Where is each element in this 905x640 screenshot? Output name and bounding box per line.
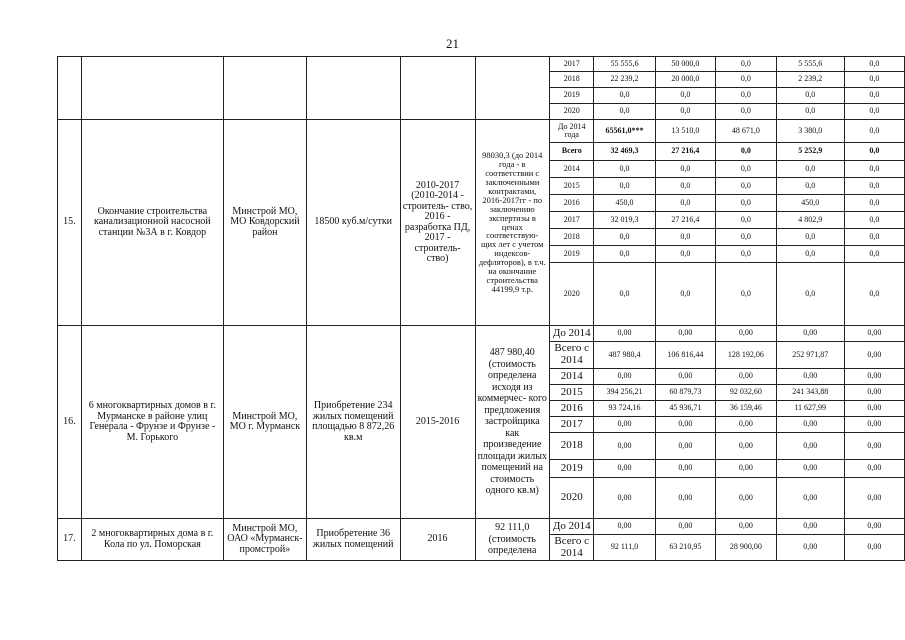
empty-cell [306, 57, 400, 120]
value-cell: 0,00 [655, 369, 716, 385]
value-cell: 0,00 [716, 417, 777, 433]
value-cell: 2 239,2 [776, 72, 844, 88]
value-cell: 0,0 [655, 263, 716, 326]
value-cell: 0,0 [776, 104, 844, 120]
value-cell: 0,0 [716, 178, 777, 195]
value-cell: 0,0 [716, 246, 777, 263]
value-cell: 0,0 [844, 57, 904, 72]
value-cell: 0,0 [716, 57, 777, 72]
value-cell: 93 724,16 [594, 401, 655, 417]
value-cell: 0,0 [594, 263, 655, 326]
value-cell: 28 900,00 [716, 535, 777, 561]
year-cell: 2015 [550, 385, 594, 401]
value-cell: 5 252,9 [776, 143, 844, 161]
value-cell: 5 555,6 [776, 57, 844, 72]
value-cell: 0,00 [655, 460, 716, 478]
value-cell: 0,0 [594, 229, 655, 246]
value-cell: 27 216,4 [655, 212, 716, 229]
value-cell: 0,00 [594, 326, 655, 342]
value-cell: 0,0 [655, 246, 716, 263]
year-cell: Всего с 2014 [550, 535, 594, 561]
value-cell: 0,0 [716, 212, 777, 229]
value-cell: 0,0 [844, 161, 904, 178]
value-cell: 0,0 [844, 178, 904, 195]
year-cell: 2017 [550, 57, 594, 72]
value-cell: 0,00 [655, 326, 716, 342]
customer-cell: Минстрой МО, ОАО «Мурманск- промстрой» [223, 519, 306, 561]
value-cell: 0,0 [776, 178, 844, 195]
table-row [58, 120, 905, 143]
value-cell: 55 555,6 [594, 57, 655, 72]
value-cell: 450,0 [594, 195, 655, 212]
year-cell: 2019 [550, 460, 594, 478]
value-cell: 13 510,0 [655, 120, 716, 143]
year-cell: 2014 [550, 161, 594, 178]
empty-cell [58, 57, 82, 120]
value-cell: 0,00 [594, 417, 655, 433]
value-cell: 48 671,0 [716, 120, 777, 143]
year-cell: 2018 [550, 433, 594, 460]
value-cell: 0,00 [655, 433, 716, 460]
period-cell: 2016 [400, 519, 475, 561]
value-cell: 0,0 [594, 246, 655, 263]
program-table [57, 56, 905, 561]
year-cell: Всего [550, 143, 594, 161]
value-cell: 0,0 [716, 161, 777, 178]
value-cell: 241 343,88 [776, 385, 844, 401]
value-cell: 0,00 [655, 417, 716, 433]
value-cell: 106 816,44 [655, 342, 716, 369]
value-cell: 0,0 [844, 229, 904, 246]
capacity-cell: Приобретение 36 жилых помещений [306, 519, 400, 561]
value-cell: 0,00 [716, 369, 777, 385]
value-cell: 0,0 [844, 212, 904, 229]
value-cell: 50 000,0 [655, 57, 716, 72]
value-cell: 92 111,0 [594, 535, 655, 561]
value-cell: 0,0 [655, 229, 716, 246]
year-cell: 2020 [550, 104, 594, 120]
empty-cell [223, 57, 306, 120]
value-cell: 0,00 [844, 417, 904, 433]
value-cell: 487 980,4 [594, 342, 655, 369]
value-cell: 0,0 [844, 263, 904, 326]
value-cell: 0,00 [776, 326, 844, 342]
value-cell: 0,0 [844, 143, 904, 161]
value-cell: 0,00 [844, 535, 904, 561]
year-cell: 2015 [550, 178, 594, 195]
year-cell: 2016 [550, 401, 594, 417]
value-cell: 0,0 [716, 143, 777, 161]
value-cell: 0,00 [655, 519, 716, 535]
value-cell: 0,0 [844, 104, 904, 120]
value-cell: 0,00 [844, 326, 904, 342]
value-cell: 0,00 [716, 519, 777, 535]
value-cell: 450,0 [776, 195, 844, 212]
item-number: 15. [58, 120, 82, 326]
value-cell: 92 032,60 [716, 385, 777, 401]
value-cell: 60 879,73 [655, 385, 716, 401]
value-cell: 0,0 [716, 229, 777, 246]
value-cell: 0,0 [655, 195, 716, 212]
value-cell: 0,00 [776, 433, 844, 460]
capacity-cell: 18500 куб.м/сутки [306, 120, 400, 326]
value-cell: 0,0 [776, 88, 844, 104]
value-cell: 0,0 [844, 88, 904, 104]
year-cell: 2019 [550, 246, 594, 263]
year-cell: 2020 [550, 478, 594, 519]
year-cell: 2017 [550, 417, 594, 433]
period-cell: 2010-2017 (2010-2014 - строитель- ство, 2016 - разработка ПД, 2017 - строитель- ство) [400, 120, 475, 326]
value-cell: 0,0 [716, 263, 777, 326]
value-cell: 0,00 [716, 433, 777, 460]
value-cell: 11 627,99 [776, 401, 844, 417]
value-cell: 65561,0*** [594, 120, 655, 143]
item-number: 16. [58, 326, 82, 519]
value-cell: 0,00 [594, 460, 655, 478]
table-row [58, 57, 905, 72]
table-row [58, 326, 905, 342]
value-cell: 128 192,06 [716, 342, 777, 369]
year-cell: 2014 [550, 369, 594, 385]
period-cell: 2015-2016 [400, 326, 475, 519]
value-cell: 0,0 [594, 178, 655, 195]
page-number: 21 [446, 36, 459, 51]
value-cell: 27 216,4 [655, 143, 716, 161]
year-cell: До 2014 [550, 326, 594, 342]
year-cell: 2019 [550, 88, 594, 104]
customer-cell: Минстрой МО, МО Ковдорский район [223, 120, 306, 326]
value-cell: 0,00 [844, 342, 904, 369]
value-cell: 0,0 [844, 120, 904, 143]
value-cell: 0,00 [844, 478, 904, 519]
customer-cell: Минстрой МО, МО г. Мурманск [223, 326, 306, 519]
empty-cell [400, 57, 475, 120]
year-cell: 2018 [550, 72, 594, 88]
value-cell: 0,00 [594, 369, 655, 385]
value-cell: 252 971,87 [776, 342, 844, 369]
year-cell: 2020 [550, 263, 594, 326]
value-cell: 0,0 [776, 229, 844, 246]
value-cell: 0,0 [716, 72, 777, 88]
value-cell: 0,00 [594, 478, 655, 519]
value-cell: 0,00 [844, 369, 904, 385]
value-cell: 0,00 [776, 535, 844, 561]
value-cell: 0,00 [844, 385, 904, 401]
cost-cell: 98030,3 (до 2014 года - в соответствии с заключенными контрактами, 2016-2017гг - по заключению экспертизы в ценах соответствую- щих лет с учетом индексов- дефляторов), в т.ч. на окончание строительства 44199,9 т.р. [475, 120, 549, 326]
value-cell: 0,00 [776, 519, 844, 535]
value-cell: 0,00 [655, 478, 716, 519]
value-cell: 0,0 [655, 88, 716, 104]
value-cell: 0,0 [776, 161, 844, 178]
value-cell: 32 019,3 [594, 212, 655, 229]
value-cell: 0,00 [844, 433, 904, 460]
value-cell: 45 936,71 [655, 401, 716, 417]
value-cell: 0,00 [776, 460, 844, 478]
value-cell: 20 000,0 [655, 72, 716, 88]
value-cell: 0,00 [776, 369, 844, 385]
value-cell: 0,0 [655, 178, 716, 195]
value-cell: 0,0 [655, 161, 716, 178]
value-cell: 0,00 [844, 460, 904, 478]
project-name: Окончание строительства канализационной насосной станции №3А в г. Ковдор [81, 120, 223, 326]
empty-cell [475, 57, 549, 120]
item-number: 17. [58, 519, 82, 561]
empty-cell [81, 57, 223, 120]
value-cell: 0,0 [594, 104, 655, 120]
value-cell: 394 256,21 [594, 385, 655, 401]
value-cell: 0,0 [844, 72, 904, 88]
value-cell: 0,0 [594, 88, 655, 104]
value-cell: 0,00 [776, 478, 844, 519]
year-cell: Всего с 2014 [550, 342, 594, 369]
year-cell: До 2014 года [550, 120, 594, 143]
value-cell: 0,0 [716, 104, 777, 120]
value-cell: 36 159,46 [716, 401, 777, 417]
value-cell: 0,00 [594, 433, 655, 460]
value-cell: 0,00 [594, 519, 655, 535]
value-cell: 0,0 [716, 88, 777, 104]
value-cell: 0,00 [716, 460, 777, 478]
value-cell: 4 802,9 [776, 212, 844, 229]
year-cell: 2018 [550, 229, 594, 246]
cost-cell: 487 980,40 (стоимость определена исходя из коммерчес- кого предложения застройщика как произведение площади жилых помещений на стоимость одного кв.м) [475, 326, 549, 519]
value-cell: 0,0 [776, 263, 844, 326]
value-cell: 0,00 [776, 417, 844, 433]
cost-cell: 92 111,0 (стоимость определена [475, 519, 549, 561]
value-cell: 0,00 [844, 519, 904, 535]
value-cell: 0,0 [844, 195, 904, 212]
value-cell: 0,00 [844, 401, 904, 417]
value-cell: 0,00 [716, 326, 777, 342]
value-cell: 63 210,95 [655, 535, 716, 561]
year-cell: До 2014 [550, 519, 594, 535]
value-cell: 0,0 [716, 195, 777, 212]
value-cell: 32 469,3 [594, 143, 655, 161]
year-cell: 2016 [550, 195, 594, 212]
value-cell: 0,0 [776, 246, 844, 263]
value-cell: 0,0 [594, 161, 655, 178]
value-cell: 0,0 [655, 104, 716, 120]
table-row [58, 519, 905, 535]
project-name: 6 многоквартирных домов в г. Мурманске в районе улиц Генерала - Фрунзе и Фрунзе - М. Горького [81, 326, 223, 519]
project-name: 2 многоквартирных дома в г. Кола по ул. Поморская [81, 519, 223, 561]
year-cell: 2017 [550, 212, 594, 229]
value-cell: 0,00 [716, 478, 777, 519]
capacity-cell: Приобретение 234 жилых помещений площадью 8 872,26 кв.м [306, 326, 400, 519]
value-cell: 3 380,0 [776, 120, 844, 143]
value-cell: 0,0 [844, 246, 904, 263]
value-cell: 22 239,2 [594, 72, 655, 88]
